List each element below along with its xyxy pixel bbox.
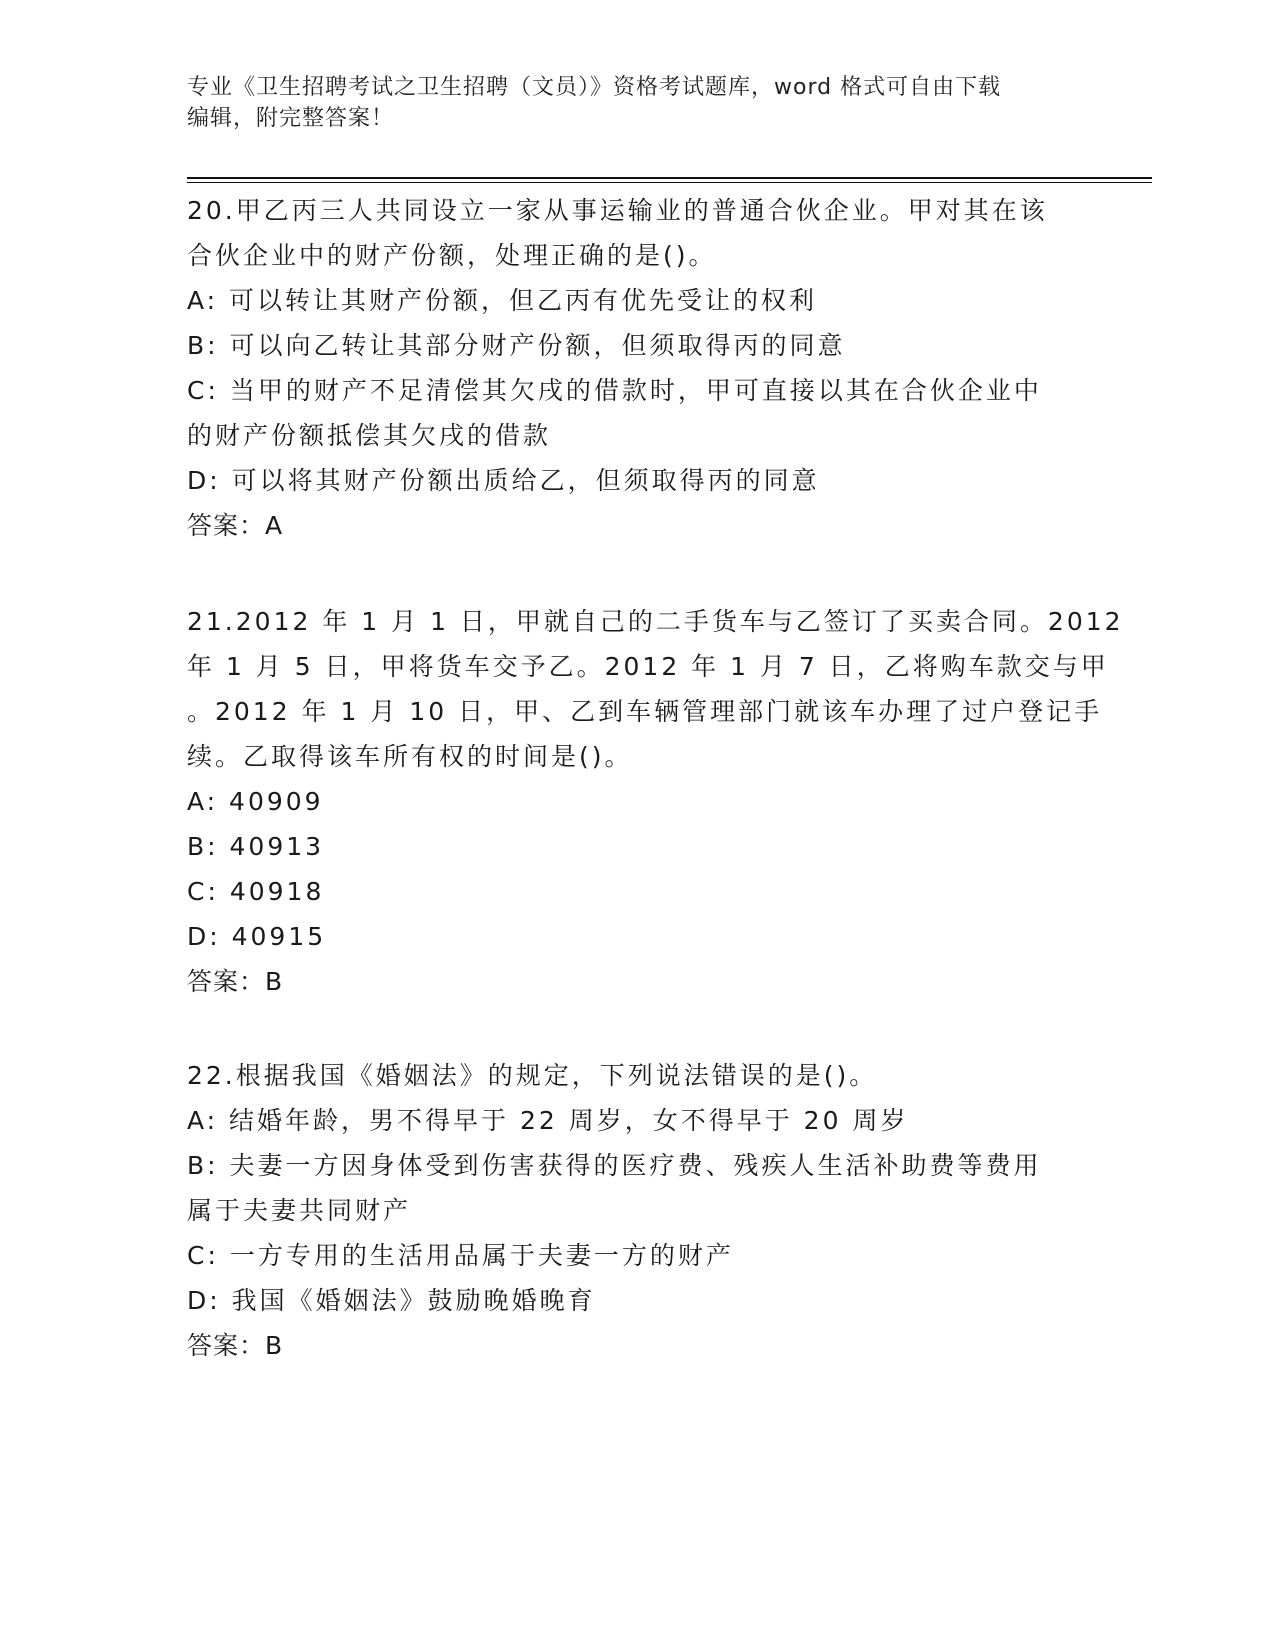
option-b-continued: 属于夫妻共同财产: [187, 1196, 412, 1225]
option-c: C: 一方专用的生活用品属于夫妻一方的财产: [187, 1241, 734, 1270]
header-divider-thick: [187, 177, 1152, 179]
option-d: D: 40915: [187, 922, 327, 951]
header-line-2: 编辑，附完整答案！: [187, 106, 395, 131]
question-20: [187, 188, 1087, 548]
question-stem-line: 年 1 月 5 日，甲将货车交予乙。2012 年 1 月 7 日，乙将购车款交与甲: [187, 652, 1109, 681]
question-stem-line: 续。乙取得该车所有权的时间是()。: [187, 742, 633, 771]
option-b: B: 可以向乙转让其部分财产份额，但须取得丙的同意: [187, 331, 846, 360]
answer-label: 答案：B: [187, 967, 284, 996]
option-c: C: 当甲的财产不足清偿其欠戌的借款时，甲可直接以其在合伙企业中: [187, 376, 1042, 405]
header-divider-thin: [187, 182, 1152, 183]
question-stem-line: 22.根据我国《婚姻法》的规定，下列说法错误的是()。: [187, 1061, 878, 1090]
option-c-continued: 的财产份额抵偿其欠戌的借款: [187, 421, 552, 450]
option-a: A: 40909: [187, 787, 324, 816]
option-b: B: 40913: [187, 832, 325, 861]
question-stem-line: 20.甲乙丙三人共同设立一家从事运输业的普通合伙企业。甲对其在该: [187, 196, 1048, 225]
option-d: D: 我国《婚姻法》鼓励晚婚晚育: [187, 1286, 596, 1315]
question-stem-line: 21.2012 年 1 月 1 日，甲就自己的二手货车与乙签订了买卖合同。2012: [187, 607, 1124, 636]
question-21: [187, 599, 1124, 1004]
answer-label: 答案：A: [187, 511, 284, 540]
question-stem-line: 。2012 年 1 月 10 日，甲、乙到车辆管理部门就该车办理了过户登记手: [187, 697, 1103, 726]
option-c: C: 40918: [187, 877, 325, 906]
question-stem-line: 合伙企业中的财产份额，处理正确的是()。: [187, 241, 717, 270]
option-a: A: 结婚年龄，男不得早于 22 周岁，女不得早于 20 周岁: [187, 1106, 909, 1135]
document-header: [187, 72, 1067, 134]
question-22: [187, 1053, 1087, 1368]
option-b: B: 夫妻一方因身体受到伤害获得的医疗费、残疾人生活补助费等费用: [187, 1151, 1042, 1180]
header-line-1: 专业《卫生招聘考试之卫生招聘（文员）》资格考试题库，word 格式可自由下载: [187, 75, 1002, 100]
option-a: A: 可以转让其财产份额，但乙丙有优先受让的权利: [187, 286, 818, 315]
option-d: D: 可以将其财产份额出质给乙，但须取得丙的同意: [187, 466, 820, 495]
answer-label: 答案：B: [187, 1331, 284, 1360]
